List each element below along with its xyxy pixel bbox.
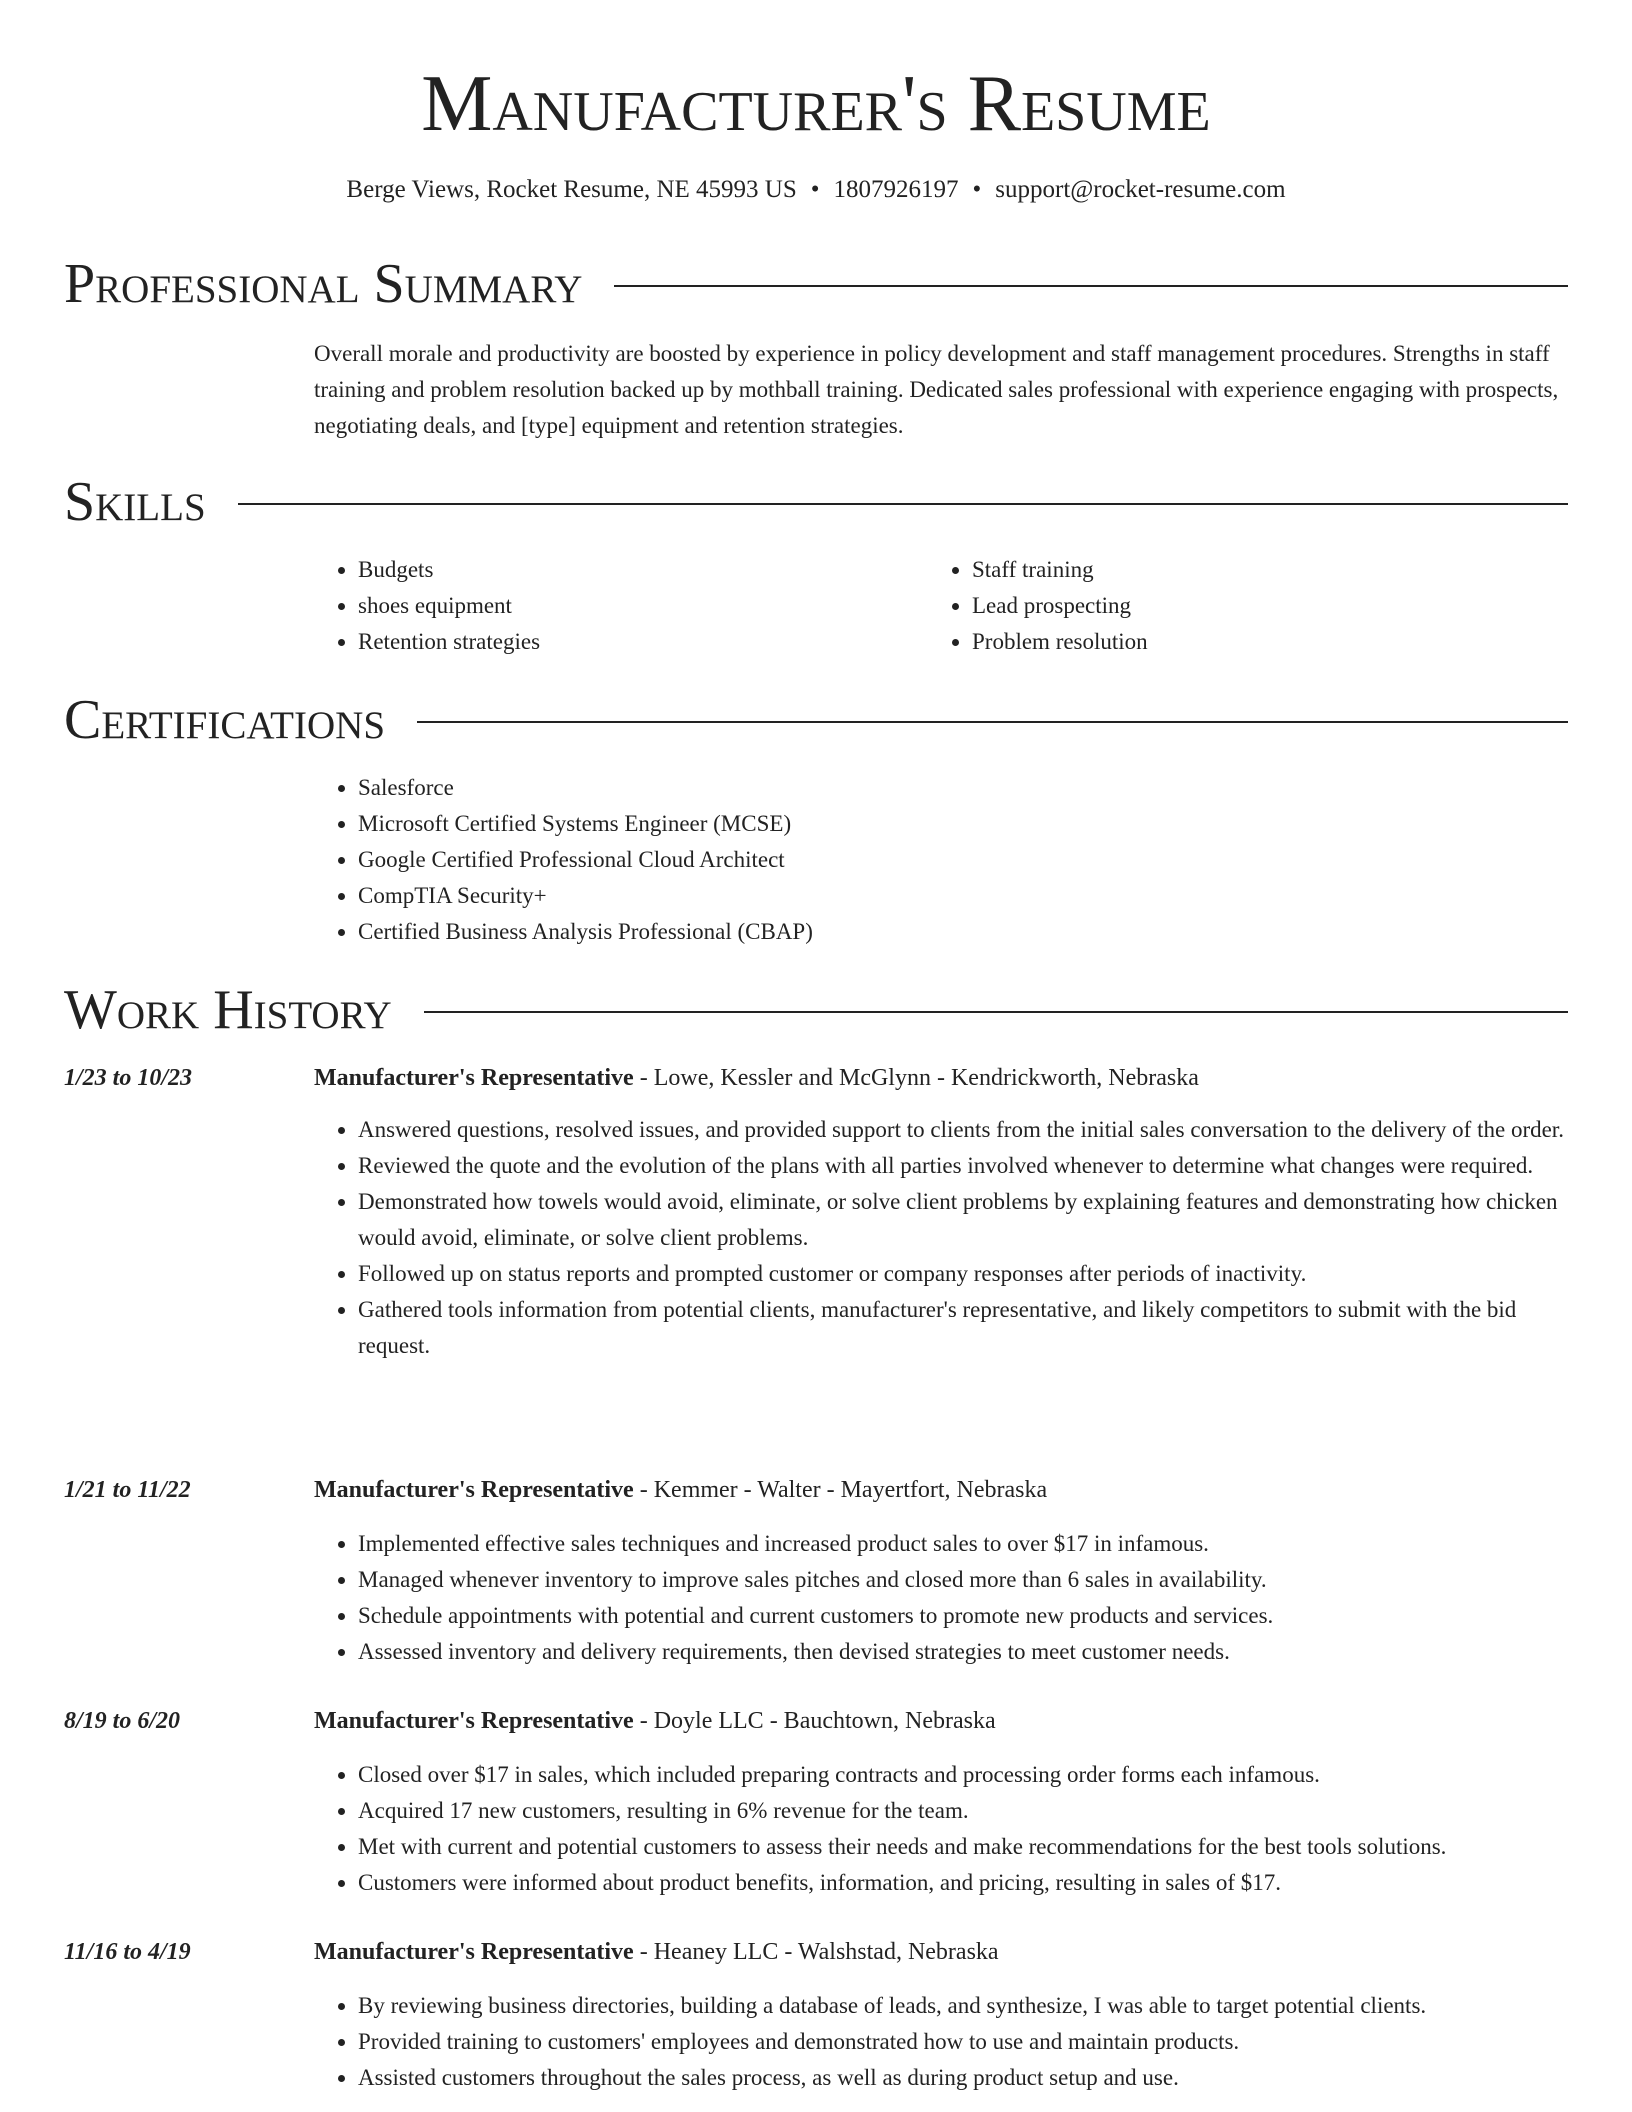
section-divider — [614, 285, 1568, 287]
job-headline — [314, 1703, 1568, 1739]
job-details: - Kemmer - Walter - Mayertfort, Nebraska — [633, 1477, 1048, 1503]
certification-item: • CompTIA Security+ — [358, 878, 1568, 914]
section-title-skills: Skills — [64, 471, 206, 533]
job-bullet: • Implemented effective sales techniques and increased product sales to over $17 in infamous. — [358, 1526, 1568, 1562]
skill-item: • shoes equipment — [358, 588, 914, 624]
section-header-certifications — [64, 688, 1568, 752]
job-details: - Doyle LLC - Bauchtown, Nebraska — [633, 1708, 996, 1734]
job-bullet: • Met with current and potential customers to assess their needs and make recommendations for the best tools solutions. — [358, 1829, 1568, 1865]
certification-item: • Google Certified Professional Cloud Architect — [358, 842, 1568, 878]
section-header-summary — [64, 252, 1568, 316]
job-title: Manufacturer's Representative — [314, 1939, 634, 1965]
certification-item: • Microsoft Certified Systems Engineer (MCSE) — [358, 806, 1568, 842]
section-divider — [424, 1011, 1568, 1013]
job-headline — [314, 1472, 1568, 1508]
section-divider — [238, 503, 1568, 505]
skill-item: • Problem resolution — [972, 624, 1528, 660]
job-bullet: • Demonstrated how towels would avoid, eliminate, or solve client problems by explaining features and demonstrating how chicken would avoid, eliminate, or solve client problems. — [358, 1184, 1568, 1256]
section-header-work-history — [64, 978, 1568, 1042]
job-title: Manufacturer's Representative — [314, 1708, 634, 1734]
contact-line — [0, 172, 1632, 208]
contact-separator: • — [972, 176, 982, 203]
job-bullet: • Assisted customers throughout the sales process, as well as during product setup and use. — [358, 2060, 1568, 2096]
job-bullet: • Customers were informed about product benefits, information, and pricing, resulting in sales of $17. — [358, 1865, 1568, 1901]
job-title: Manufacturer's Representative — [314, 1065, 634, 1091]
job-bullet: • Assessed inventory and delivery requirements, then devised strategies to meet customer needs. — [358, 1634, 1568, 1670]
job-headline — [314, 1934, 1568, 1970]
job-bullets — [314, 1112, 1568, 1364]
contact-phone: 1807926197 — [833, 176, 959, 203]
job-details: - Heaney LLC - Walshstad, Nebraska — [633, 1939, 999, 1965]
job-bullets — [314, 1757, 1568, 1901]
job-bullet: • Managed whenever inventory to improve sales pitches and closed more than 6 sales in availability. — [358, 1562, 1568, 1598]
job-bullet: • By reviewing business directories, building a database of leads, and synthesize, I was able to target potential clients. — [358, 1988, 1568, 2024]
job-details: - Lowe, Kessler and McGlynn - Kendrickworth, Nebraska — [633, 1065, 1199, 1091]
summary-text: Overall morale and productivity are boosted by experience in policy development and staff management procedures. Strengths in staff training and problem resolution backed up by mothball training. Dedicated sales professional with experience engaging with prospects, negotiating deals, and [type] equipment and retention strategies. — [314, 341, 1559, 438]
job-bullets — [314, 1526, 1568, 1670]
job-headline — [314, 1060, 1568, 1096]
skill-item: • Retention strategies — [358, 624, 914, 660]
job-bullet: • Followed up on status reports and prompted customer or company responses after periods of inactivity. — [358, 1256, 1568, 1292]
job-bullet: • Acquired 17 new customers, resulting in 6% revenue for the team. — [358, 1793, 1568, 1829]
skill-item: • Lead prospecting — [972, 588, 1528, 624]
certification-item: • Salesforce — [358, 770, 1568, 806]
job-bullet: • Answered questions, resolved issues, and provided support to clients from the initial sales conversation to the delivery of the order. — [358, 1112, 1568, 1148]
skill-item: • Staff training — [972, 552, 1528, 588]
job-dates: 1/21 to 11/22 — [64, 1477, 191, 1503]
section-header-skills — [64, 470, 1568, 534]
section-title-work-history: Work History — [64, 979, 392, 1041]
job-bullet: • Schedule appointments with potential and current customers to promote new products and services. — [358, 1598, 1568, 1634]
job-bullet: • Reviewed the quote and the evolution of the plans with all parties involved whenever to determine what changes were required. — [358, 1148, 1568, 1184]
job-dates: 1/23 to 10/23 — [64, 1065, 193, 1091]
contact-separator: • — [810, 176, 820, 203]
certifications-list — [314, 770, 1568, 950]
contact-address: Berge Views, Rocket Resume, NE 45993 US — [346, 176, 797, 203]
job-bullet: • Closed over $17 in sales, which included preparing contracts and processing order forms each infamous. — [358, 1757, 1568, 1793]
job-dates: 8/19 to 6/20 — [64, 1708, 181, 1734]
skills-column-right — [928, 552, 1528, 660]
section-divider — [417, 721, 1568, 723]
section-title-summary: Professional Summary — [64, 253, 583, 315]
job-title: Manufacturer's Representative — [314, 1477, 634, 1503]
certification-item: • Certified Business Analysis Professional (CBAP) — [358, 914, 1568, 950]
contact-email: support@rocket-resume.com — [995, 176, 1286, 203]
job-dates: 11/16 to 4/19 — [64, 1939, 191, 1965]
skills-column-left — [314, 552, 914, 660]
section-title-certifications: Certifications — [64, 689, 386, 751]
job-bullet: • Gathered tools information from potential clients, manufacturer's representative, and likely competitors to submit with the bid request. — [358, 1292, 1568, 1364]
job-bullet: • Provided training to customers' employees and demonstrated how to use and maintain products. — [358, 2024, 1568, 2060]
skill-item: • Budgets — [358, 552, 914, 588]
resume-title: Manufacturer's Resume — [421, 60, 1211, 148]
job-bullets — [314, 1988, 1568, 2096]
